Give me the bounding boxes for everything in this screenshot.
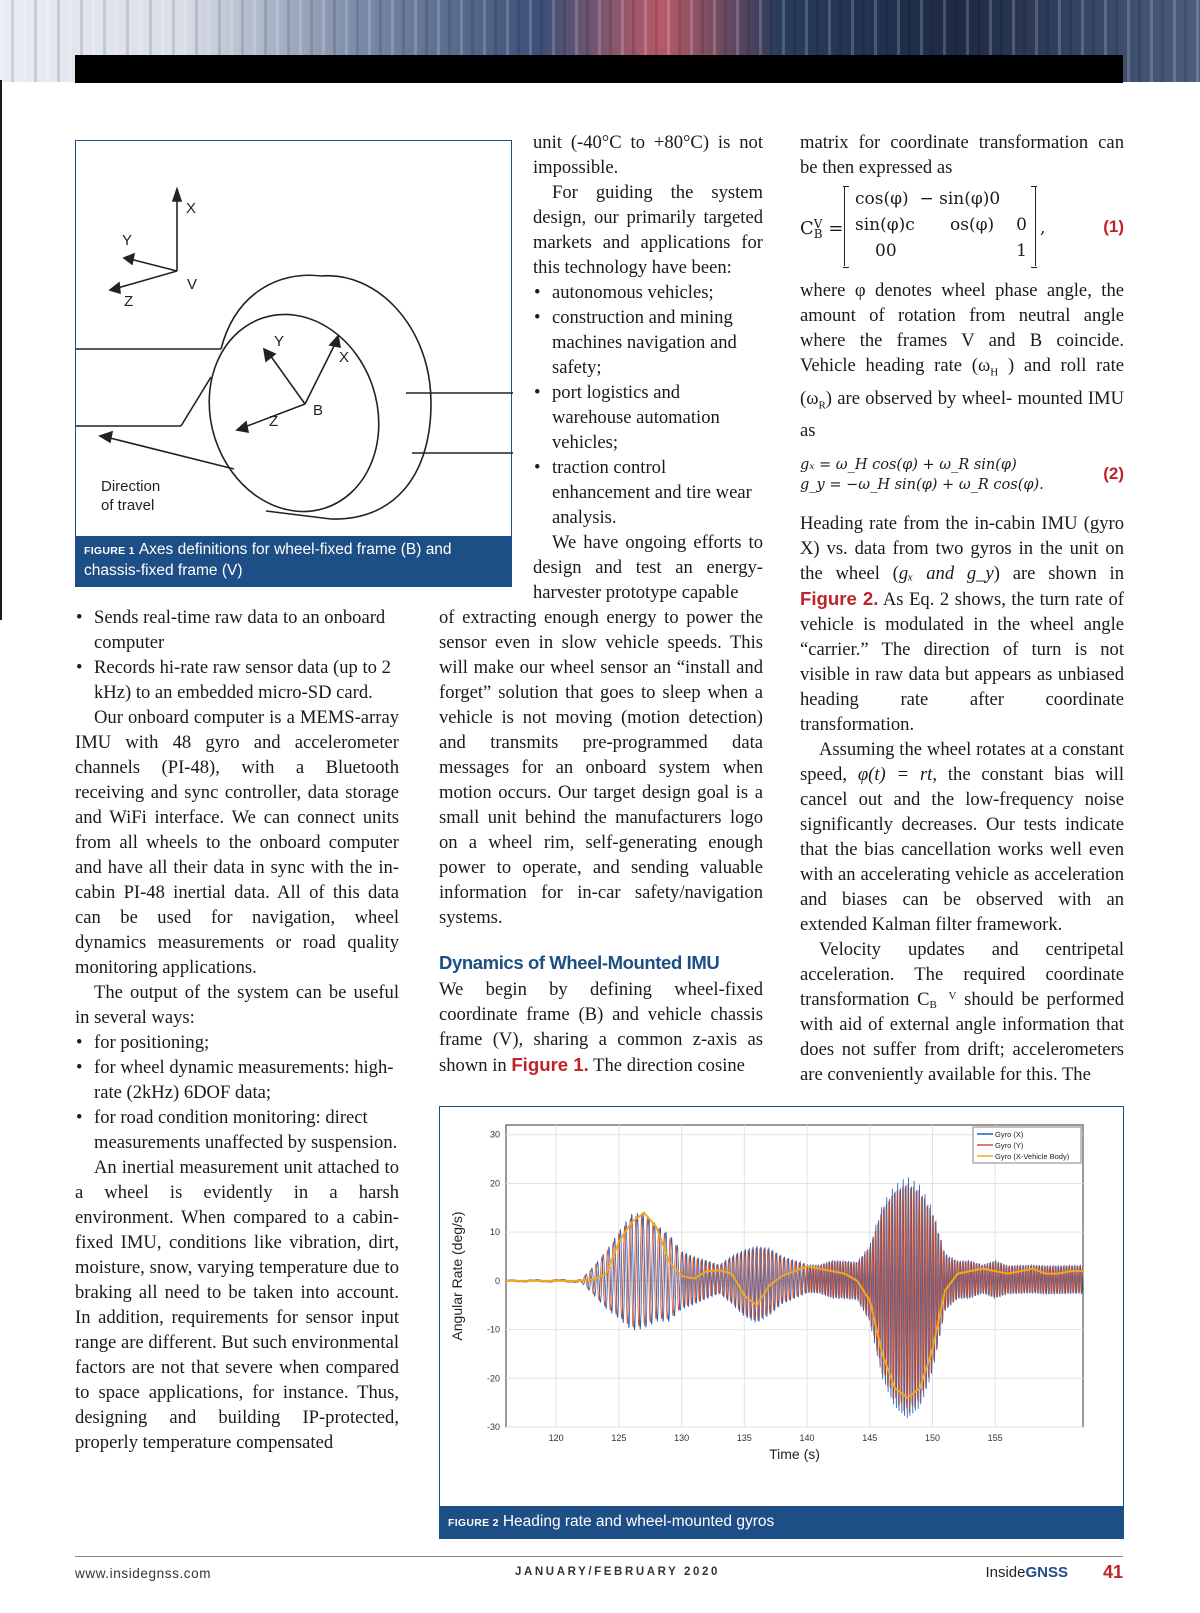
figure-2 (439, 1106, 1124, 1539)
text-run: where φ denotes wheel phase angle, the amount of rotation from neutral angle where the frames V and B coincide. Vehicle heading rate (ω (800, 280, 1124, 376)
eq1-cell: os(φ) (950, 215, 995, 235)
column-1 (75, 605, 399, 1455)
paragraph (800, 937, 1124, 1087)
eq1-symbol: C (800, 218, 814, 239)
frame-label-v: V (187, 276, 198, 293)
figure-2-chart (440, 1107, 1123, 1505)
figure-1-link[interactable]: Figure 1. (511, 1054, 589, 1075)
x-tick-label: 130 (674, 1433, 690, 1443)
page-footer (75, 1556, 1123, 1582)
list-item: • construction and mining machines navigation and safety; (533, 305, 763, 380)
frame-label-b: B (313, 402, 324, 419)
column-2 (439, 605, 763, 1078)
eq2-line: g_y = −ω_H sin(φ) + ω_R cos(φ). (800, 477, 1044, 494)
x-tick-label: 125 (611, 1433, 627, 1443)
axis-label-y-b: Y (274, 333, 285, 350)
paragraph (439, 977, 763, 1078)
paragraph: For guiding the system design, our primarily targeted markets and applications for this technology have been: (533, 182, 763, 278)
paragraph: of extracting enough energy to power the sensor even in slow vehicle speeds. This will make our wheel sensor an “install and forget” solution that goes to sleep when a vehicle is not moving (motion detection) and transmits pre-programmed data messages for an onboard system when motion occurs. Our target design goal is a small unit behind the manufacturers logo on a wheel rim, self-generating enough power to operate, and sending valuable information for in-car safety/navigation systems. (439, 607, 763, 928)
paragraph: An inertial measurement unit attached to a wheel is evidently in a harsh environment. When compared to a cabin-fixed IMU, conditions like vibration, dirt, moisture, snow, varying temperature due to braking all need to be taken into account. In addition, requirements for sensor input range are different. But such environmental factors are not that severe when compared to space applications, for instance. Thus, designing and building IP-protected, properly temperature compensated (75, 1157, 399, 1453)
text-run: should be performed with aid of external angle information that does not suffer from drift; accelerometers are conveniently available for this. The (800, 989, 1124, 1086)
y-tick-label: 20 (489, 1178, 500, 1189)
paragraph: unit (-40°C to +80°C) is not impossible. (533, 132, 763, 178)
x-tick-label: 155 (987, 1433, 1003, 1443)
eq1-row2 (855, 212, 1027, 238)
page-edge-line (0, 80, 2, 620)
text-run: gₓ and g_y (898, 563, 994, 585)
eq1-cell: 1 (1016, 241, 1027, 261)
x-tick-label: 150 (924, 1433, 940, 1443)
figure-1-caption-text: Axes definitions for wheel-fixed frame (B) and chassis-fixed frame (V) (84, 541, 452, 579)
paragraph: The output of the system can be useful in several ways: (75, 982, 399, 1028)
eq2-number: (2) (1103, 464, 1124, 484)
list-item: • Sends real-time raw data to an onboard computer (75, 605, 399, 655)
direction-label-line2: of travel (101, 497, 155, 514)
list-item: • for positioning; (75, 1030, 399, 1055)
legend-entry: Gyro (X) (995, 1130, 1024, 1139)
y-tick-label: -10 (486, 1324, 500, 1335)
list-item: • for road condition monitoring: direct measurements unaffected by suspension. (75, 1105, 399, 1155)
x-tick-label: 120 (548, 1433, 564, 1443)
text-run: φ(t) = rt, (857, 764, 937, 786)
list-item: • for wheel dynamic measurements: high-rate (2kHz) 6DOF data; (75, 1055, 399, 1105)
eq1-cell: cos(φ) (855, 189, 909, 209)
figure-2-caption-text: Heading rate and wheel-mounted gyros (502, 1513, 775, 1530)
axis-label-y-v: Y (122, 232, 133, 249)
subscript: H (990, 366, 999, 379)
y-tick-label: -20 (486, 1373, 500, 1384)
eq2-lines (800, 455, 1044, 495)
x-axis-label: Time (s) (769, 1446, 820, 1462)
footer-url[interactable]: www.insidegnss.com (75, 1566, 212, 1581)
axis-label-z-v: Z (124, 293, 134, 310)
header-black-bar (75, 55, 1123, 83)
text-run: As Eq. 2 shows, the turn rate of vehicle is modulated in the wheel angle “carrier.” The direction of turn is not visible in raw data but appears as unbiased heading rate after coordinate transformation. (800, 589, 1124, 736)
list-item: • autonomous vehicles; (533, 280, 763, 305)
list-item: • Records hi-rate raw sensor data (up to 2 kHz) to an embedded micro-SD card. (75, 655, 399, 705)
eq1-cell: − sin(φ)0 (919, 189, 1001, 209)
paragraph (800, 511, 1124, 737)
text-run: Heading rate from the in-cabin IMU (gyro X) vs. data from two gyros in the unit on the wheel ( (800, 513, 1124, 585)
legend-entry: Gyro (X-Vehicle Body) (995, 1152, 1070, 1161)
eq1-matrix (844, 186, 1036, 266)
page-number: 41 (1102, 1562, 1123, 1582)
figure-2-tag: FIGURE 2 (448, 1517, 499, 1529)
legend-entry: Gyro (Y) (995, 1141, 1024, 1150)
figure-2-link[interactable]: Figure 2. (800, 588, 879, 610)
superscript: V (948, 990, 957, 1003)
x-tick-label: 145 (862, 1433, 878, 1443)
x-tick-label: 140 (799, 1433, 815, 1443)
paragraph: Our onboard computer is a MEMS-array IMU with 48 gyro and accelerometer channels (PI-48), with a Bluetooth receiving and sync controller, data storage and WiFi interface. We can connect units from all wheels to the onboard computer and have all their data in sync with the in-cabin PI-48 inertial data. All of this data can be used for navigation, wheel dynamics measurements or road quality monitoring applications. (75, 707, 399, 978)
paragraph (800, 737, 1124, 937)
y-tick-label: 10 (489, 1227, 500, 1238)
text-run: the constant bias will cancel out and the low-frequency noise significantly decreases. Our tests indicate that the bias cancellation works well even with an accelerating vehicle as acceleration and biases can be observed with an extended Kalman filter framework. (800, 764, 1124, 936)
eq1-cell: sin(φ)c (855, 215, 915, 235)
output-uses-list (75, 1030, 399, 1155)
equation-1: CV B = cos(φ) − sin(φ)0 sin(φ)c os(φ) 0 00 1 , (1) (800, 186, 1124, 278)
figure-1-diagram (76, 141, 513, 588)
y-axis-label: Angular Rate (deg/s) (449, 1211, 465, 1341)
list-item: • traction control enhancement and tire wear analysis. (533, 455, 763, 530)
text-run: Assuming the wheel rotates at a constant speed, (800, 739, 1124, 786)
features-list (75, 605, 399, 705)
subscript: R (818, 399, 826, 412)
eq1-cell: 0 (1016, 215, 1027, 235)
text-run: ) are shown in (993, 563, 1124, 585)
y-tick-label: 0 (494, 1275, 500, 1286)
list-item: • port logistics and warehouse automation vehicles; (533, 380, 763, 455)
eq1-lhs: CV B = (800, 217, 844, 241)
eq1-sub: B (813, 227, 823, 241)
text-run: The direction cosine (588, 1055, 745, 1076)
paragraph: matrix for coordinate transformation can be then expressed as (800, 132, 1124, 178)
eq1-row1 (855, 186, 1000, 212)
figure-1 (75, 140, 512, 587)
column-3 (800, 130, 1124, 1087)
text-run: We begin by defining wheel-fixed coordinate frame (B) and vehicle chassis frame (V), sharing a common z-axis as shown in (439, 979, 763, 1076)
axis-label-x-b: X (339, 349, 350, 366)
figure-2-caption (440, 1506, 1123, 1538)
eq1-cell: 00 (875, 241, 897, 261)
subscript: B (929, 999, 937, 1012)
paragraph: We have ongoing efforts to design and test an energy-harvester prototype capable (533, 532, 763, 603)
footer-issue-date: JANUARY/FEBRUARY 2020 (515, 1566, 720, 1578)
figure-1-caption (76, 536, 511, 586)
equation-2 (800, 449, 1124, 511)
eq1-sup: V (813, 217, 823, 231)
eq2-line: gₓ = ω_H cos(φ) + ω_R sin(φ) (800, 457, 1017, 474)
column-2-top (533, 130, 763, 605)
y-tick-label: -30 (486, 1422, 500, 1432)
paragraph (800, 278, 1124, 443)
y-tick-label: 30 (489, 1129, 500, 1140)
figure-1-tag: FIGURE 1 (84, 545, 135, 557)
text-run: Velocity updates and centripetal acceleration. The required coordinate transformation C (800, 939, 1124, 1011)
section-heading: Dynamics of Wheel-Mounted IMU (439, 952, 720, 973)
x-tick-label: 135 (736, 1433, 752, 1443)
text-run: ) are observed by wheel- mounted IMU as (800, 387, 1124, 442)
eq1-number: (1) (1103, 217, 1124, 236)
eq1-row3 (875, 238, 1027, 264)
markets-list (533, 280, 763, 530)
footer-magazine-name: InsideGNSS (985, 1564, 1068, 1581)
direction-label-line1: Direction (101, 478, 161, 495)
axis-label-z-b: Z (269, 413, 279, 430)
axis-label-x-v: X (186, 200, 197, 217)
text-run: ) and roll rate (ω (800, 355, 1124, 409)
